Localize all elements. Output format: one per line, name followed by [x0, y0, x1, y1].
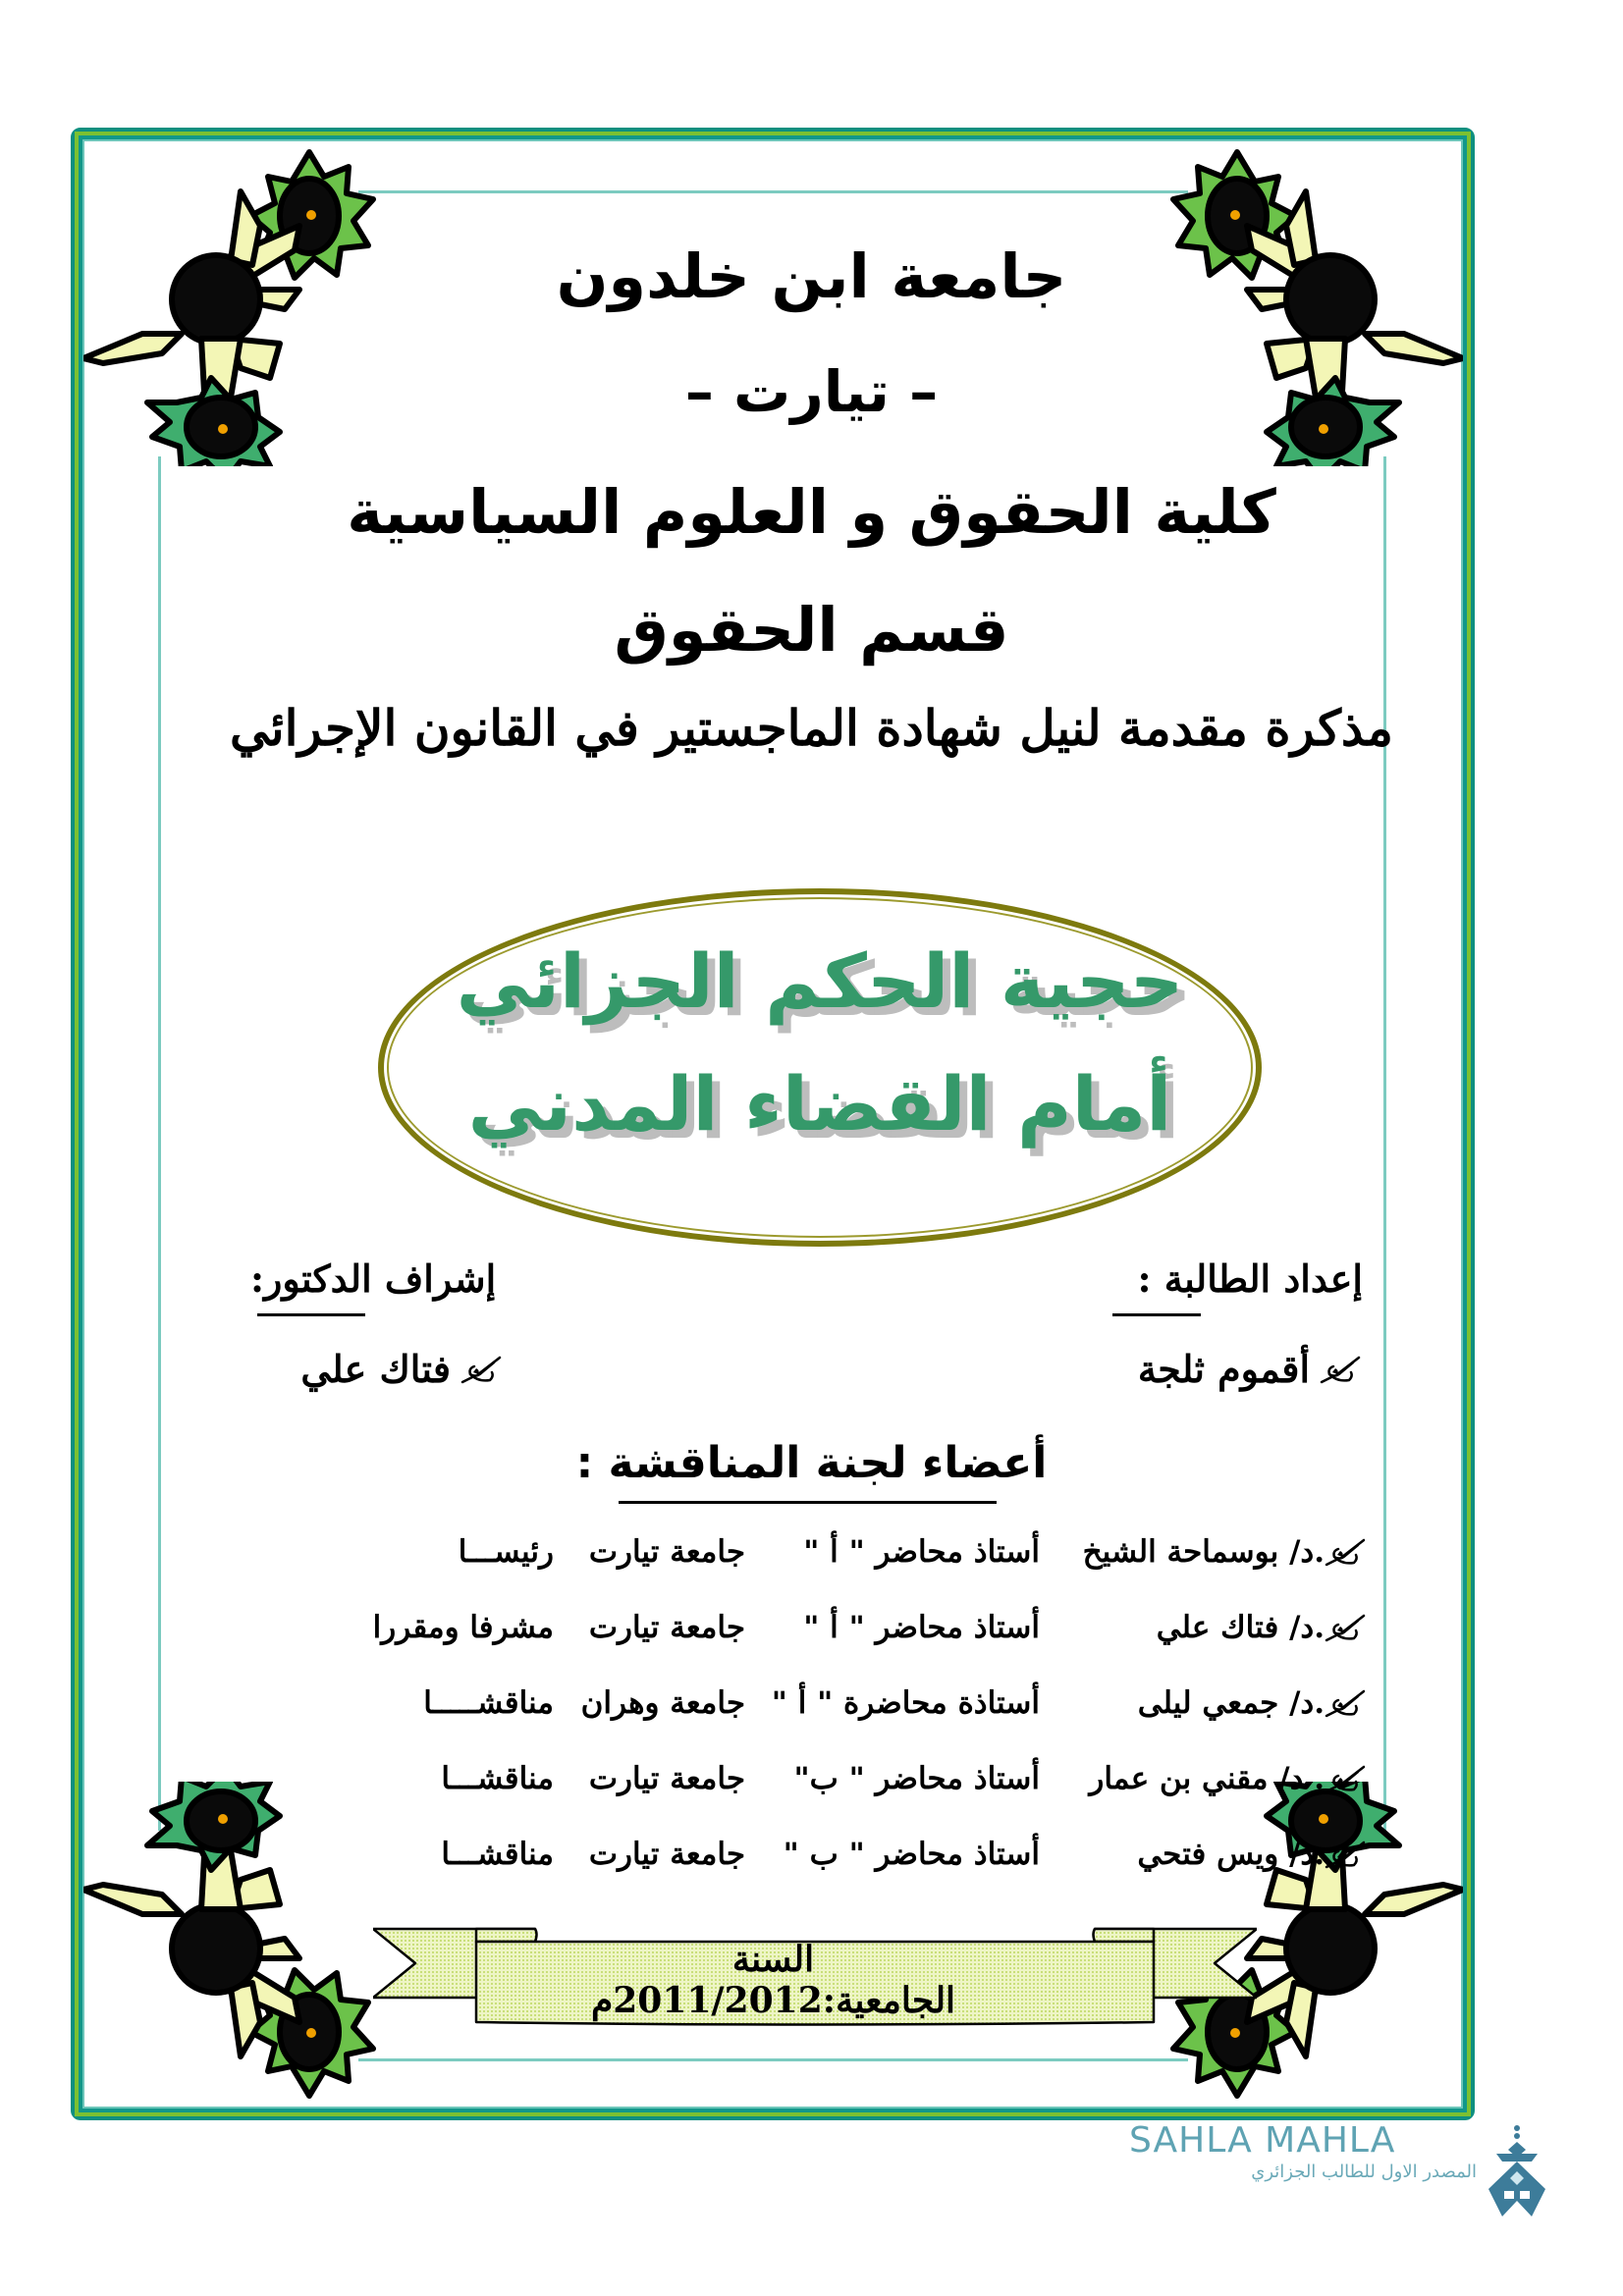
- committee-title-underline: [619, 1501, 997, 1504]
- university-name: جامعة ابن خلدون: [556, 240, 1067, 312]
- student-name: أقموم ثلجة: [1137, 1347, 1310, 1391]
- committee-member-row: [357, 1753, 1368, 1804]
- committee-member-row: [357, 1526, 1368, 1577]
- member-university: جامعة تيارت: [588, 1761, 745, 1796]
- floral-corner-bottom-left-icon: [83, 1782, 378, 2106]
- member-university: جامعة تيارت: [588, 1837, 745, 1872]
- member-role: مشرفا ومقررا: [372, 1610, 554, 1645]
- faculty-name: كلية الحقوق و العلوم السياسية: [347, 476, 1276, 548]
- supervisor-name: فتاك علي: [300, 1347, 451, 1391]
- pen-writing-icon: [1320, 1355, 1363, 1384]
- thesis-title-line-2: أمام القضاء المدني: [467, 1060, 1172, 1148]
- member-name: .د/ ويس فتحي: [1137, 1837, 1325, 1872]
- sahla-mahla-watermark: [1129, 2120, 1542, 2199]
- city-name: – تيارت –: [684, 358, 939, 425]
- memo-description: مذكرة مقدمة لنيل شهادة الماجستير في القانون الإجرائي: [230, 699, 1393, 757]
- member-rank: أستاذ محاضر " ب": [793, 1761, 1040, 1796]
- academic-year: السنة الجامعية:2011/2012م: [590, 1939, 956, 2021]
- member-role: رئيســـا: [458, 1534, 554, 1570]
- committee-member-row: [357, 1829, 1368, 1880]
- member-role: مناقشـــا: [441, 1837, 554, 1872]
- pen-writing-icon: [1325, 1537, 1368, 1567]
- member-role: مناقشـــا: [441, 1761, 554, 1796]
- department-name: قسم الحقوق: [614, 594, 1009, 666]
- member-rank: أستاذة محاضرة " أ ": [771, 1685, 1040, 1721]
- member-university: جامعة تيارت: [588, 1610, 745, 1645]
- supervisor-label-underline: [257, 1313, 365, 1316]
- thesis-title-line-1: حجية الحكم الجزائي: [456, 937, 1184, 1025]
- thesis-title-ellipse: [378, 888, 1262, 1247]
- committee-title: أعضاء لجنة المناقشة :: [575, 1438, 1048, 1488]
- watermark-title: SAHLA MAHLA: [1129, 2120, 1396, 2161]
- student-name-row: [1138, 1347, 1363, 1391]
- pen-writing-icon: [1325, 1688, 1368, 1718]
- pen-writing-icon: [1325, 1840, 1368, 1869]
- member-rank: أستاذ محاضر " أ ": [803, 1534, 1040, 1570]
- pen-writing-icon: [1325, 1613, 1368, 1642]
- student-label: إعداد الطالبة :: [1137, 1256, 1363, 1301]
- member-rank: أستاذ محاضر " ب ": [783, 1837, 1040, 1872]
- committee-member-row: [357, 1678, 1368, 1729]
- watermark-subtitle: المصدر الاول للطالب الجزائري: [1251, 2162, 1477, 2182]
- inner-frame-line-bottom: [358, 2058, 1188, 2061]
- member-rank: أستاذ محاضر " أ ": [803, 1610, 1040, 1645]
- member-university: جامعة تيارت: [588, 1534, 745, 1570]
- pen-writing-icon: [1325, 1764, 1368, 1793]
- sahla-mahla-logo-icon: [1483, 2122, 1551, 2220]
- inner-frame-line-top: [358, 190, 1188, 193]
- pen-writing-icon: [460, 1355, 504, 1384]
- member-role: مناقشـــــا: [423, 1685, 554, 1721]
- supervisor-label: إشراف الدكتور:: [250, 1256, 497, 1301]
- member-name: .د/ فتاك علي: [1156, 1610, 1325, 1645]
- member-university: جامعة وهران: [580, 1685, 745, 1721]
- supervisor-name-row: [300, 1347, 504, 1391]
- member-name: .د/ جمعي ليلى: [1137, 1685, 1325, 1721]
- member-name: . د/ مقني بن عمار: [1089, 1761, 1325, 1796]
- student-label-underline: [1112, 1313, 1201, 1316]
- committee-member-row: [357, 1602, 1368, 1653]
- member-name: .د/ بوسماحة الشيخ: [1082, 1534, 1325, 1570]
